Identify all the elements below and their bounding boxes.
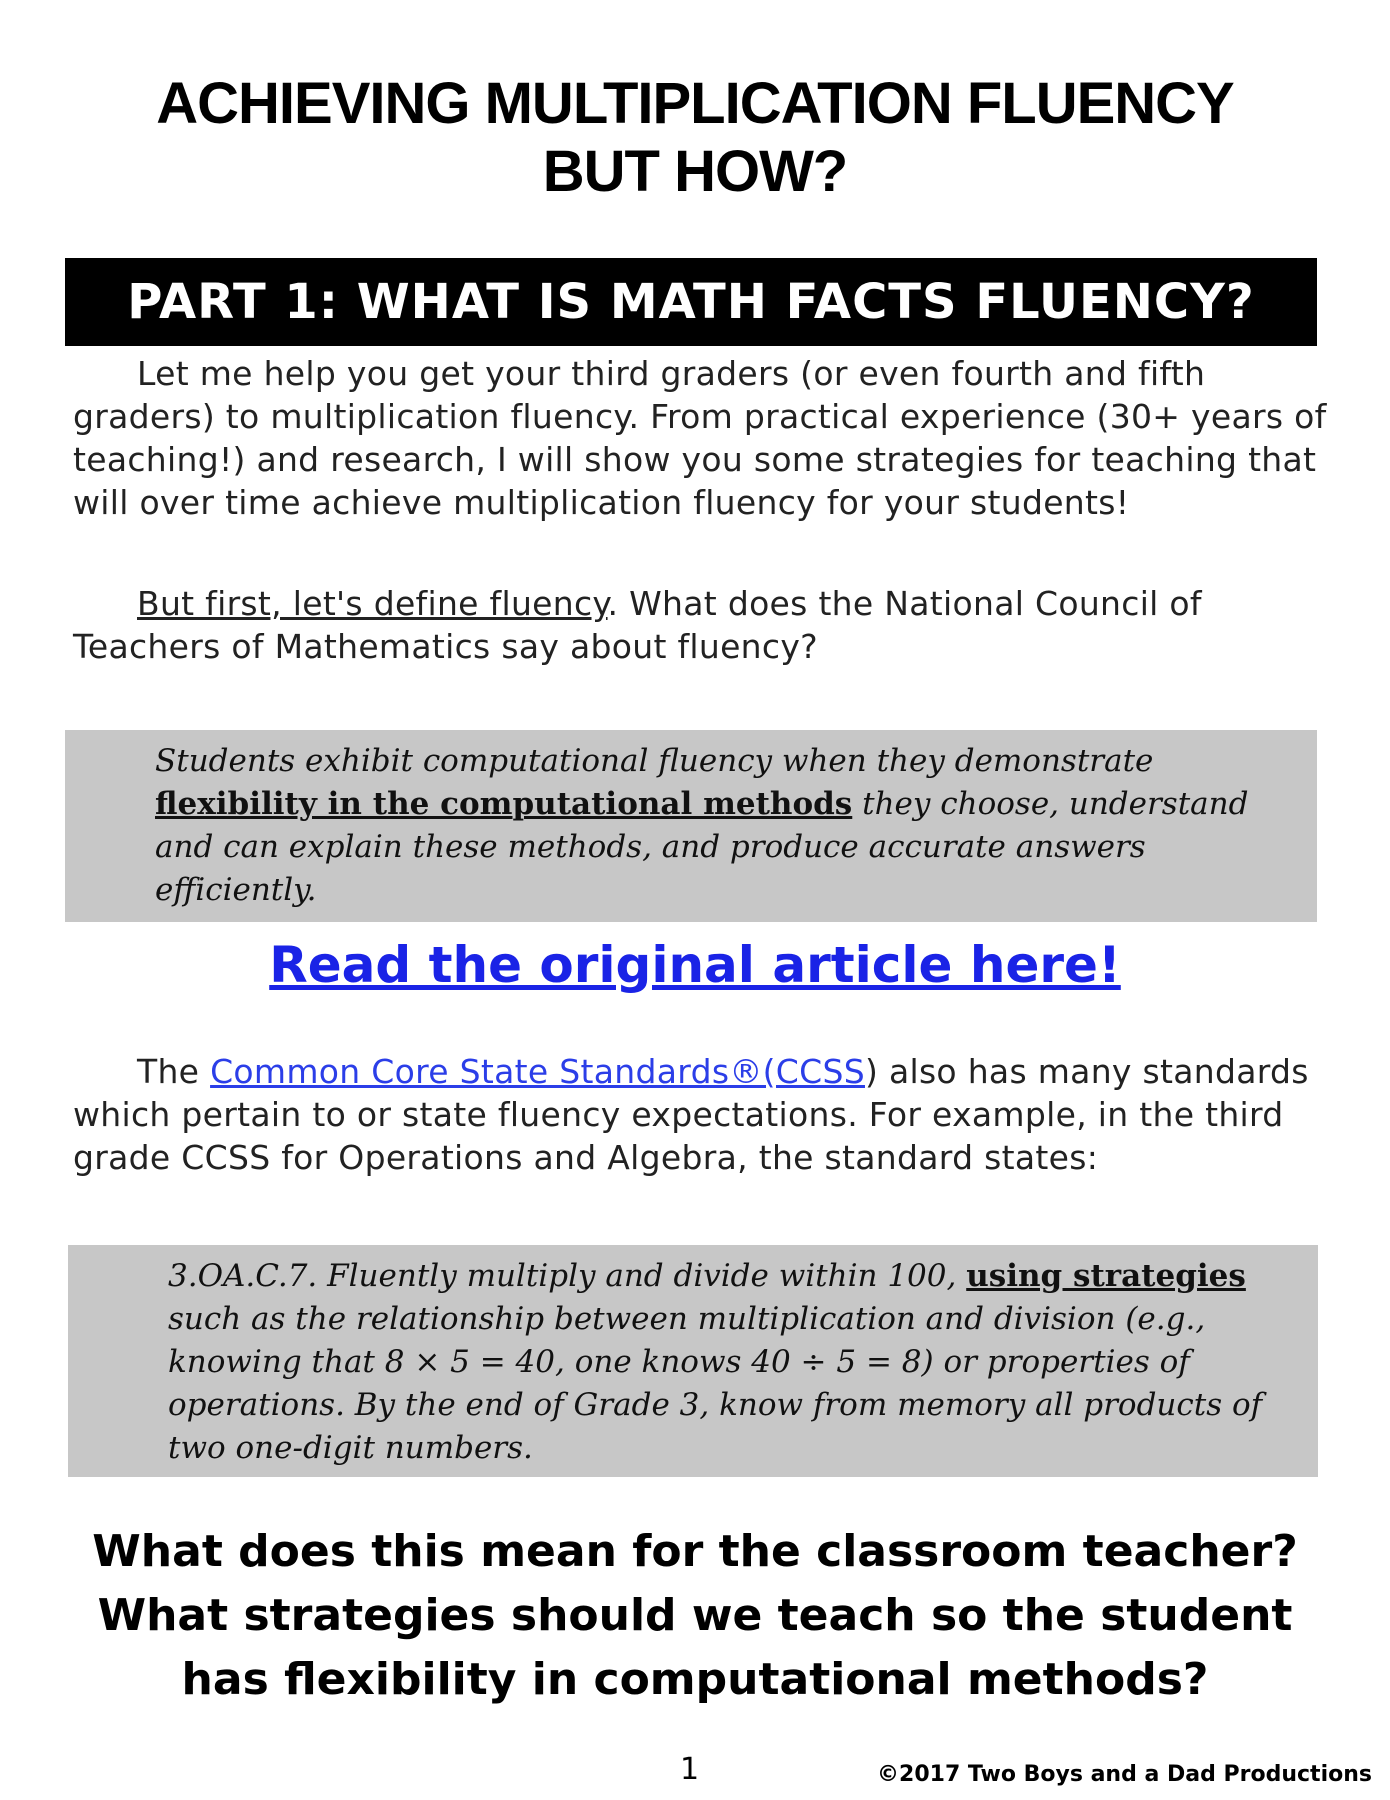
copyright-notice: ©2017 Two Boys and a Dad Productions [877, 1762, 1372, 1787]
nctm-quote-after: they choose, understand and can explain these methods, and produce accurate answers efficiently. [155, 786, 1249, 908]
intro-text: Let me help you get your third graders (or even fourth and fifth graders) to multiplication fluency. From practical experience (30+ years of teaching!) and research, I will show you some strategies for teaching that will over time achieve multiplication fluency for your students! [73, 354, 1327, 522]
nctm-quote [155, 740, 1275, 912]
definition-underlined: But first, let's define fluency [137, 584, 608, 623]
ccss-after: ) also has many standards which pertain to or state fluency expectations. For example, in the third grade CCSS for Operations and Algebra, the standard states: [73, 1052, 1309, 1177]
ccss-quote-after: such as the relationship between multiplication and division (e.g., knowing that 8 × 5 = 40, one knows 40 ÷ 5 = 8) or properties of operations. By the end of Grade 3, know from memory all products of two one-digit numbers. [168, 1301, 1263, 1466]
title-line-1: ACHIEVING MULTIPLICATION FLUENCY [156, 71, 1234, 136]
page-title [0, 70, 1390, 206]
title-line-2: BUT HOW? [542, 139, 848, 204]
ccss-quote [168, 1255, 1308, 1470]
ccss-link[interactable]: Common Core State Standards®(CCSS [210, 1052, 865, 1091]
definition-rest: . What does the National Council of Teachers of Mathematics say about fluency? [73, 584, 1202, 666]
closing-line-3: has flexibility in computational methods? [181, 1654, 1209, 1705]
closing-line-2: What strategies should we teach so the student [97, 1590, 1293, 1641]
original-article-link[interactable]: Read the original article here! [269, 936, 1121, 994]
ccss-quote-before: 3.OA.C.7. Fluently multiply and divide within 100, [168, 1258, 967, 1294]
nctm-quote-before: Students exhibit computational fluency when they demonstrate [155, 743, 1154, 779]
ccss-quote-emphasis: using strategies [966, 1258, 1246, 1294]
definition-paragraph [73, 582, 1333, 668]
ccss-paragraph [73, 1050, 1333, 1179]
closing-question [0, 1520, 1390, 1712]
part-heading: PART 1: WHAT IS MATH FACTS FLUENCY? [127, 274, 1255, 330]
part-heading-bar [65, 258, 1317, 346]
page-number: 1 [680, 1752, 700, 1787]
nctm-quote-emphasis: flexibility in the computational methods [155, 786, 853, 822]
closing-line-1: What does this mean for the classroom teacher? [92, 1526, 1298, 1577]
intro-paragraph [73, 352, 1333, 524]
ccss-before: The [137, 1052, 211, 1091]
